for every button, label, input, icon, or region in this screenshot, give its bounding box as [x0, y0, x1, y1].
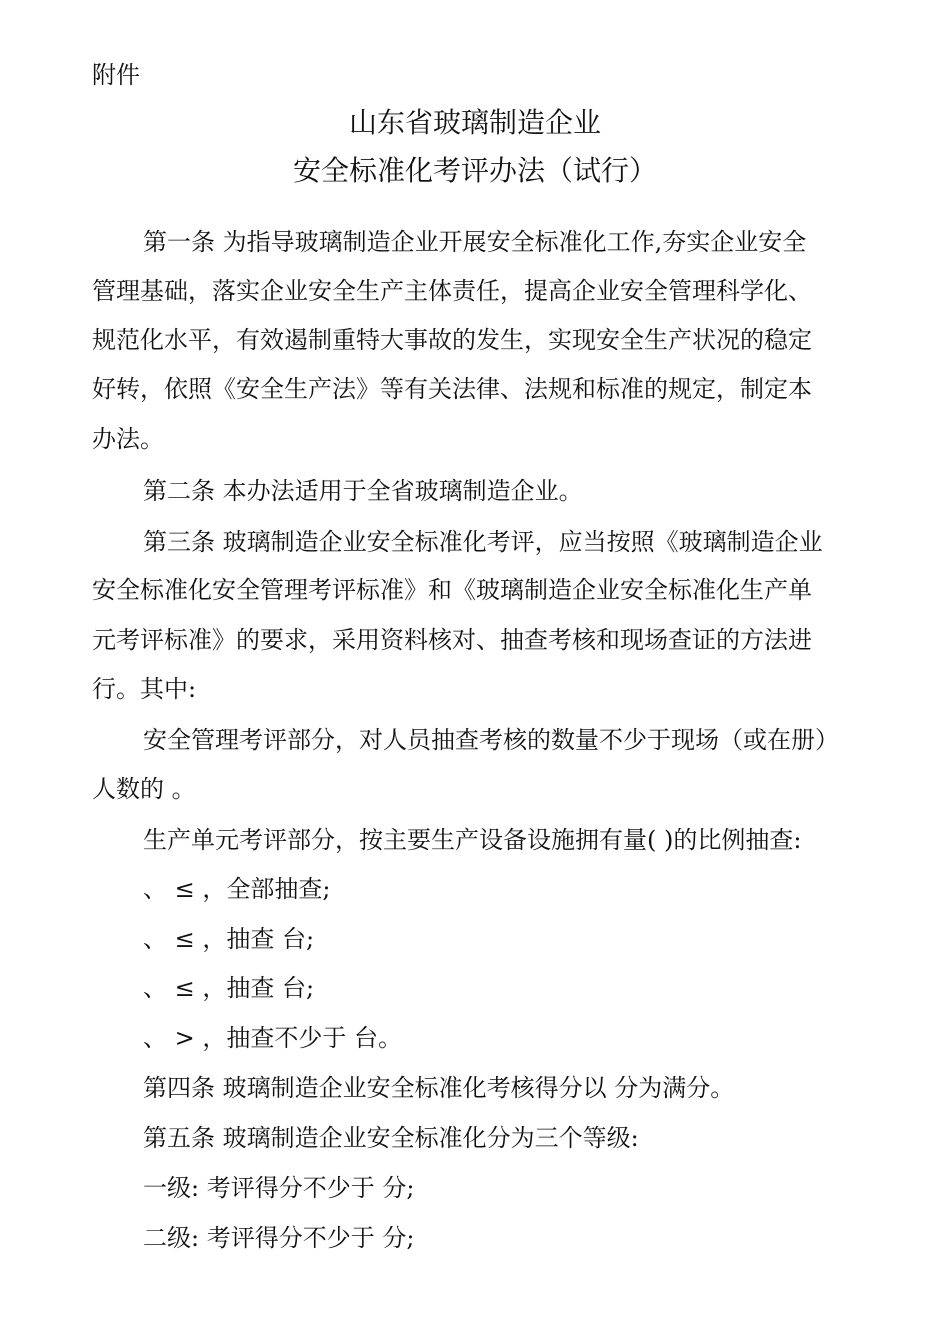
grade-level-2: 二级: 考评得分不少于 分; [143, 1224, 415, 1252]
safety-management-line-1: 安全管理考评部分，对人员抽查考核的数量不少于现场（或在册） [143, 726, 839, 754]
article-4: 第四条 玻璃制造企业安全标准化考核得分以 分为满分。 [143, 1074, 735, 1102]
sampling-rule-1: 、 ≤ ，全部抽查; [143, 875, 331, 903]
article-3-line-2: 安全标准化安全管理考评标准》和《玻璃制造企业安全标准化生产单 [92, 576, 812, 604]
sampling-rule-2: 、 ≤ ，抽查 台; [143, 925, 315, 953]
attachment-label: 附件 [92, 61, 140, 89]
document-title-line-2: 安全标准化考评办法（试行） [292, 154, 657, 187]
article-1-line-5: 办法。 [92, 425, 164, 453]
sampling-rule-4: 、 > ，抽查不少于 台。 [143, 1024, 402, 1052]
article-3-line-3: 元考评标准》的要求，采用资料核对、抽查考核和现场查证的方法进 [92, 626, 812, 654]
document-title-line-1: 山东省玻璃制造企业 [348, 106, 601, 139]
article-2: 第二条 本办法适用于全省玻璃制造企业。 [143, 477, 583, 505]
article-1-line-4: 好转，依照《安全生产法》等有关法律、法规和标准的规定，制定本 [92, 375, 812, 403]
grade-level-1: 一级: 考评得分不少于 分; [143, 1174, 415, 1202]
article-3-line-1: 第三条 玻璃制造企业安全标准化考评，应当按照《玻璃制造企业 [143, 528, 823, 556]
article-3-line-4: 行。其中: [92, 675, 197, 703]
safety-management-line-2: 人数的 。 [92, 775, 196, 803]
article-1-line-2: 管理基础，落实企业安全生产主体责任，提高企业安全管理科学化、 [92, 277, 812, 305]
article-1-line-1: 第一条 为指导玻璃制造企业开展安全标准化工作,夯实企业安全 [143, 228, 807, 256]
sampling-rule-3: 、 ≤ ，抽查 台; [143, 974, 315, 1002]
production-unit-line: 生产单元考评部分，按主要生产设备设施拥有量( )的比例抽查: [143, 826, 802, 854]
article-5: 第五条 玻璃制造企业安全标准化分为三个等级: [143, 1124, 639, 1152]
article-1-line-3: 规范化水平，有效遏制重特大事故的发生，实现安全生产状况的稳定 [92, 326, 812, 354]
